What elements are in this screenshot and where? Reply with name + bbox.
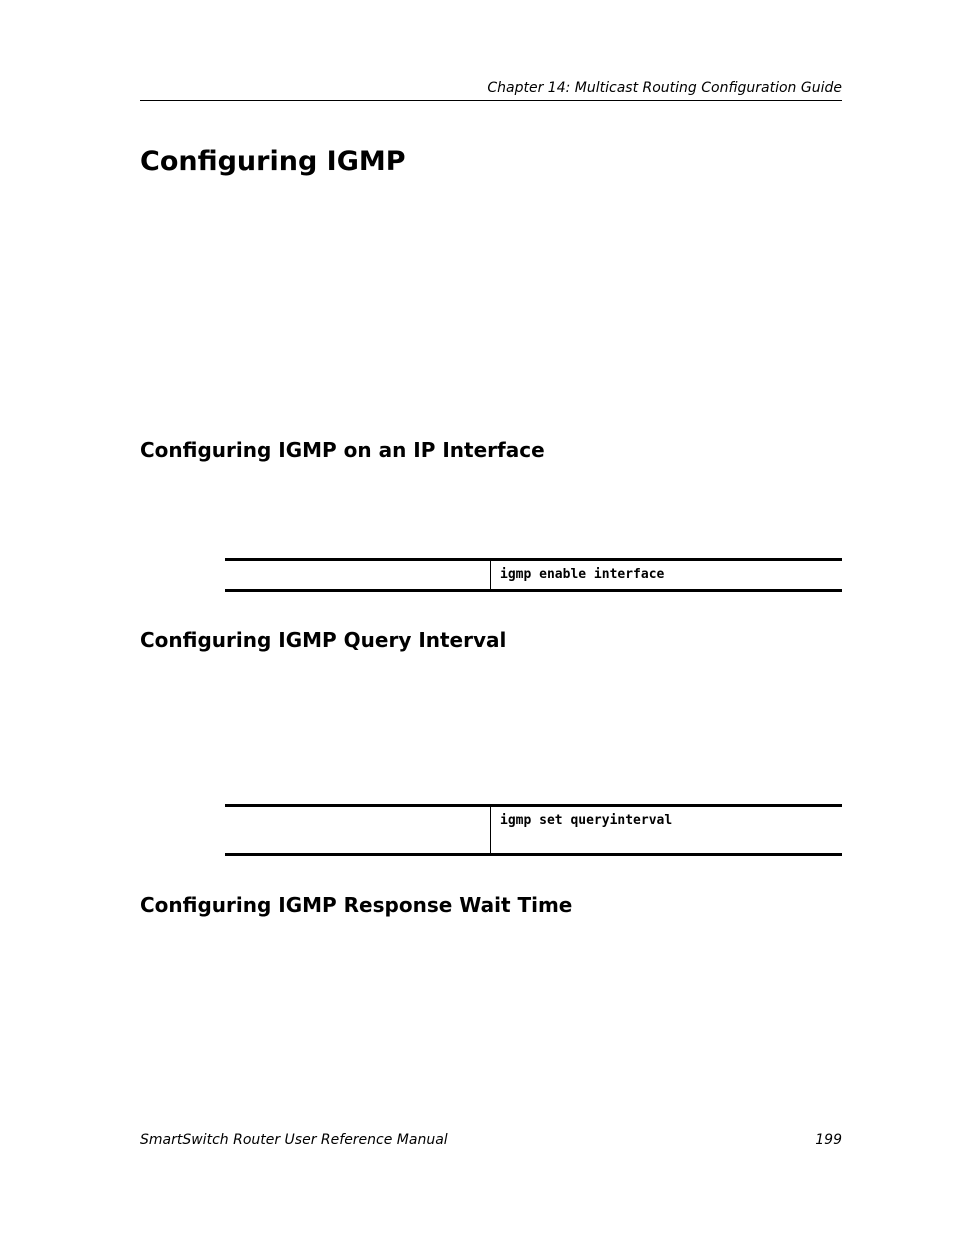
command-table-igmp-set-queryinterval <box>225 804 842 856</box>
section-heading-igmp-ip-interface: Configuring IGMP on an IP Interface <box>140 438 545 462</box>
footer-page-number: 199 <box>815 1132 842 1148</box>
section-heading-igmp-query-interval: Configuring IGMP Query Interval <box>140 628 507 652</box>
command-text: igmp set queryinterval <box>500 813 673 828</box>
footer-manual-title: SmartSwitch Router User Reference Manual <box>140 1132 448 1148</box>
command-text: igmp enable interface <box>500 567 665 582</box>
command-table-igmp-enable-interface <box>225 558 842 592</box>
table-column-divider <box>490 807 491 853</box>
section-heading-igmp-response-wait-time: Configuring IGMP Response Wait Time <box>140 893 573 917</box>
table-column-divider <box>490 561 491 589</box>
page-title: Configuring IGMP <box>140 146 406 177</box>
running-header: Chapter 14: Multicast Routing Configuration Guide <box>487 80 842 96</box>
header-rule <box>140 100 842 101</box>
